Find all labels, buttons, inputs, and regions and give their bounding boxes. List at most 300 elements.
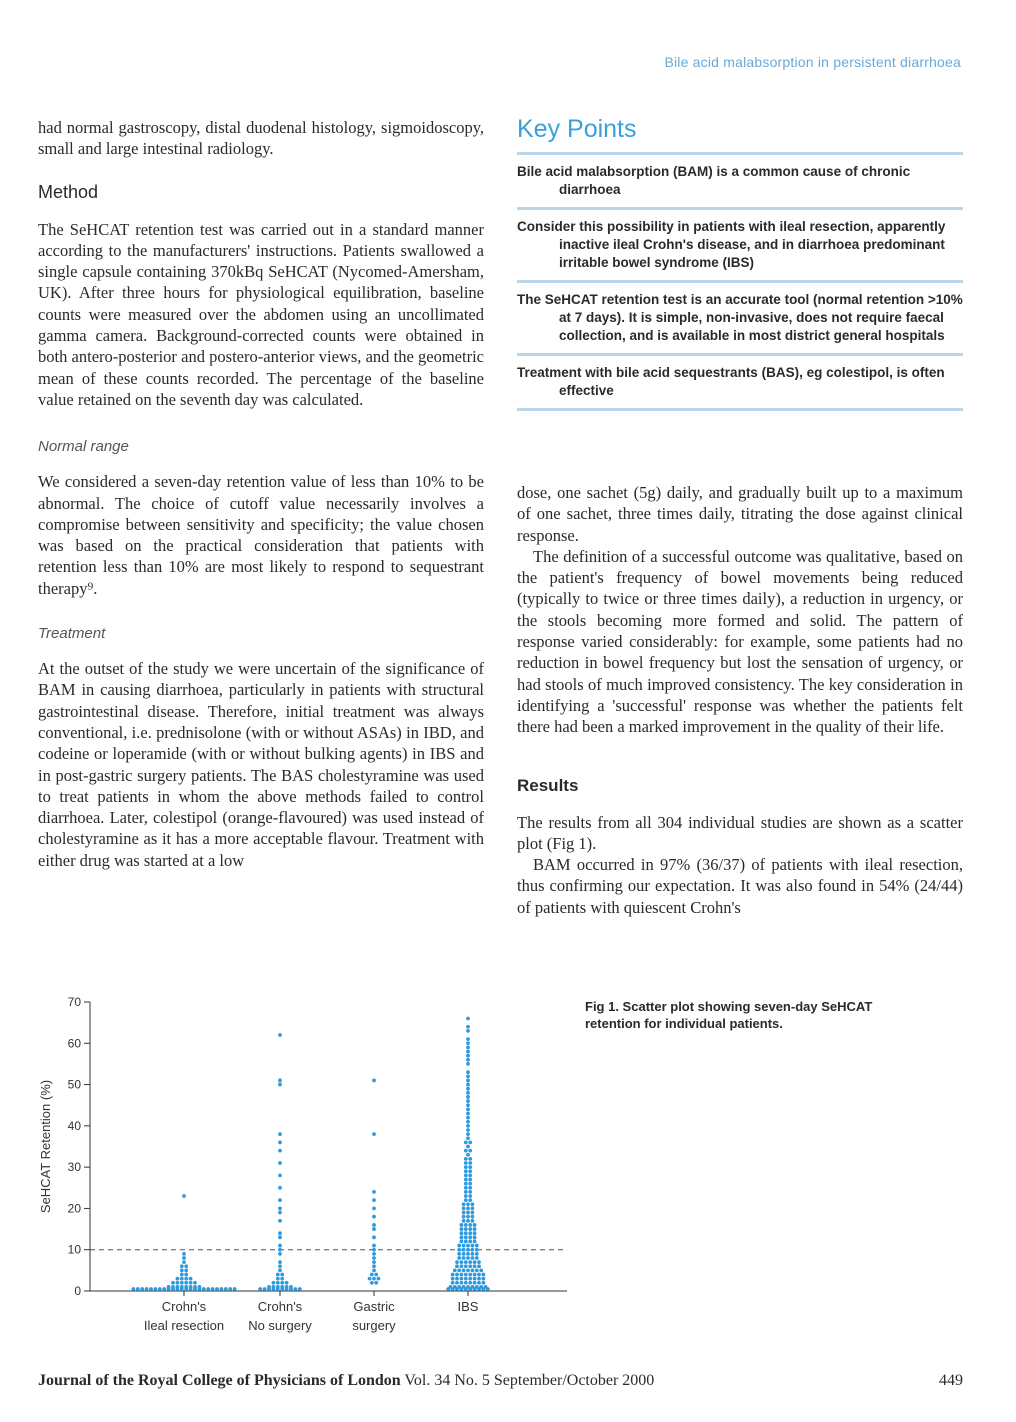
data-point [464,1240,468,1244]
data-point [464,1190,468,1194]
data-point [466,1211,470,1215]
data-point [479,1285,483,1289]
data-point [468,1223,472,1227]
data-point [372,1277,376,1281]
data-point [451,1281,455,1285]
data-point [280,1285,284,1289]
key-point-2: Consider this possibility in patients with ileal resection, apparently inactive ileal Crohn's disease, and in diarrhoea predominant irritable bowel syndrome (IBS) [517,210,963,283]
data-point [462,1256,466,1260]
y-tick-label: 20 [67,1201,81,1216]
data-point [466,1202,470,1206]
x-category-label: Gastric [353,1299,395,1314]
data-point [466,1248,470,1252]
dose-paragraph: dose, one sachet (5g) daily, and gradually built up to a maximum of one sachet, three times daily, titrating the dose against clinical response. [517,483,963,545]
data-point [278,1248,282,1252]
data-point [278,1268,282,1272]
method-heading: Method [38,181,99,202]
data-point [278,1219,282,1223]
data-point [285,1281,289,1285]
key-points-box [517,115,963,411]
data-point [466,1046,470,1050]
data-point [477,1260,481,1264]
data-point [471,1211,475,1215]
data-point [184,1277,188,1281]
data-point [466,1062,470,1066]
data-point [258,1287,262,1291]
data-point [460,1227,464,1231]
data-point [215,1287,219,1291]
data-point [455,1264,459,1268]
method-paragraph: The SeHCAT retention test was carried out in a standard manner according to the manufacturers' instructions. Patients swallowed a single capsule containing 370kBq SeHCAT (Nycomed-Amersham, UK). After three hours for physiological equilibration, baseline counts were measured over the abdomen using an uncollimated gamma camera. Background-corrected counts were obtained in both antero-posterior and postero-anterior views, and the geometric mean of these counts recorded. The percentage of the baseline value retained on the seventh day was calculated. [38,219,484,409]
data-point [278,1140,282,1144]
data-point [464,1157,468,1161]
data-point [466,1215,470,1219]
data-point [184,1268,188,1272]
data-point [466,1120,470,1124]
data-point [278,1161,282,1165]
data-point [462,1248,466,1252]
data-point [468,1190,472,1194]
data-point [471,1285,475,1289]
data-point [475,1244,479,1248]
data-point [464,1194,468,1198]
data-point [460,1231,464,1235]
data-point [462,1215,466,1219]
figure-caption: Fig 1. Scatter plot showing seven-day SeHCAT retention for individual patients. [585,999,873,1031]
data-point [468,1186,472,1190]
data-point [464,1149,468,1153]
data-point [220,1287,224,1291]
data-point [464,1264,468,1268]
data-point [372,1223,376,1227]
journal-name: Journal of the Royal College of Physicians of London [38,1372,401,1389]
data-point [374,1281,378,1285]
data-point [464,1186,468,1190]
data-point [294,1287,298,1291]
data-point [457,1285,461,1289]
results-heading: Results [517,775,579,795]
data-point [466,1112,470,1116]
data-point [468,1264,472,1268]
data-point [473,1273,477,1277]
data-point [276,1285,280,1289]
data-point [180,1277,184,1281]
data-point [468,1260,472,1264]
data-point [460,1235,464,1239]
data-point [372,1235,376,1239]
data-point [455,1281,459,1285]
data-point [180,1273,184,1277]
data-point [462,1219,466,1223]
treatment-heading: Treatment [38,625,106,643]
data-point [466,1058,470,1062]
data-point [477,1277,481,1281]
data-point [278,1231,282,1235]
data-point [464,1174,468,1178]
data-point [468,1277,472,1281]
data-point [449,1285,453,1289]
data-point [460,1223,464,1227]
data-point [372,1198,376,1202]
data-point [466,1207,470,1211]
data-point [278,1186,282,1190]
data-point [372,1079,376,1083]
data-point [468,1169,472,1173]
key-point-3: The SeHCAT retention test is an accurate tool (normal retention >10% at 7 days). It is simple, non-invasive, does not require faecal collection, and is available in most district general hospitals [517,283,963,356]
data-point [468,1227,472,1231]
data-point [462,1202,466,1206]
data-point [473,1264,477,1268]
data-point [189,1285,193,1289]
data-point [372,1244,376,1248]
data-point [466,1099,470,1103]
data-point [451,1277,455,1281]
data-point [468,1178,472,1182]
data-point [462,1268,466,1272]
data-point [462,1211,466,1215]
x-category-label: Crohn's [257,1299,303,1314]
data-point [464,1223,468,1227]
data-point [466,1103,470,1107]
data-point [372,1268,376,1272]
data-point [278,1079,282,1083]
data-point [466,1128,470,1132]
data-point [466,1025,470,1029]
y-tick-label: 40 [67,1118,81,1133]
data-point [457,1268,461,1272]
data-point [272,1281,276,1285]
data-point [460,1281,464,1285]
data-point [473,1281,477,1285]
data-point [471,1202,475,1206]
data-point [233,1287,237,1291]
data-point [184,1285,188,1289]
data-point [184,1264,188,1268]
data-point [171,1281,175,1285]
data-point [278,1264,282,1268]
data-point [466,1095,470,1099]
data-point [479,1268,483,1272]
data-point [473,1260,477,1264]
data-point [475,1285,479,1289]
data-point [466,1029,470,1033]
data-point [280,1281,284,1285]
data-point [468,1182,472,1186]
data-point [475,1268,479,1272]
data-point [180,1264,184,1268]
data-point [473,1277,477,1281]
data-point [464,1277,468,1281]
x-category-label: Ileal resection [143,1318,225,1333]
data-point [460,1264,464,1268]
key-point-4: Treatment with bile acid sequestrants (BAS), eg colestipol, is often effective [517,356,963,411]
data-point [189,1277,193,1281]
data-point [457,1248,461,1252]
data-point [466,1244,470,1248]
data-point [462,1252,466,1256]
data-point [278,1244,282,1248]
data-point [466,1136,470,1140]
data-point [278,1174,282,1178]
data-point [278,1033,282,1037]
treatment-paragraph: At the outset of the study we were uncertain of the significance of BAM in causing diarrhoea, particularly in patients with structural gastrointestinal disease. Therefore, initial treatment was always conventional, i.e. prednisolone (with or without ASAs) in IBD, and codeine or loperamide (with or without bulking agents) in IBS and in post-gastric surgery patients. The BAS cholestyramine was used to treat patients in whom the above methods failed to control diarrhoea. Later, colestipol (orange-flavoured) was used instead of cholestyramine as it has a more acceptable flavour. Treatment with either drug was started at a low [38,659,484,870]
data-point [372,1264,376,1268]
data-point [278,1083,282,1087]
key-points-title: Key Points [517,115,637,143]
data-point [370,1281,374,1285]
normal-range-heading: Normal range [38,438,129,456]
data-point [477,1273,481,1277]
data-point [372,1190,376,1194]
data-point [140,1287,144,1291]
data-point [464,1182,468,1186]
data-point [468,1165,472,1169]
data-point [466,1017,470,1021]
data-point [457,1256,461,1260]
data-point [473,1223,477,1227]
data-point [466,1285,470,1289]
data-point [280,1273,284,1277]
data-point [468,1140,472,1144]
x-category-label: IBS [457,1299,479,1314]
data-point [462,1244,466,1248]
x-category-label: Crohn's [161,1299,207,1314]
data-point [278,1235,282,1239]
data-point [372,1252,376,1256]
data-point [278,1198,282,1202]
data-point [451,1273,455,1277]
data-point [453,1268,457,1272]
data-point [206,1287,210,1291]
data-point [372,1132,376,1136]
data-point [468,1174,472,1178]
data-point [464,1235,468,1239]
data-point [471,1244,475,1248]
data-point [466,1145,470,1149]
data-point [457,1244,461,1248]
data-point [471,1268,475,1272]
data-point [372,1248,376,1252]
data-point [176,1285,180,1289]
data-point [466,1074,470,1078]
results-paragraph-1: The results from all 304 individual studies are shown as a scatter plot (Fig 1). [517,812,963,853]
data-point [464,1165,468,1169]
data-point [278,1132,282,1136]
data-point [468,1157,472,1161]
data-point [466,1054,470,1058]
data-point [471,1219,475,1223]
data-point [464,1198,468,1202]
data-point [464,1227,468,1231]
data-point [202,1287,206,1291]
data-point [289,1285,293,1289]
data-point [473,1227,477,1231]
data-point [145,1287,149,1291]
data-point [278,1149,282,1153]
key-point-1: Bile acid malabsorption (BAM) is a common cause of chronic diarrhoea [517,155,963,210]
data-point [184,1281,188,1285]
data-point [285,1285,289,1289]
data-point [280,1277,284,1281]
data-point [468,1235,472,1239]
data-point [466,1132,470,1136]
data-point [466,1087,470,1091]
data-point [368,1277,372,1281]
data-point [176,1277,180,1281]
y-tick-label: 70 [67,995,81,1009]
data-point [466,1070,470,1074]
data-point [276,1277,280,1281]
data-point [466,1037,470,1041]
y-tick-label: 30 [67,1160,81,1175]
data-point [468,1231,472,1235]
data-point [162,1287,166,1291]
data-point [180,1285,184,1289]
data-point [473,1231,477,1235]
y-tick-label: 50 [67,1077,81,1092]
data-point [372,1227,376,1231]
page-footer [38,1372,963,1390]
scatter-plot [22,988,582,1348]
data-point [466,1079,470,1083]
data-point [193,1285,197,1289]
y-axis-label: SeHCAT Retention (%) [38,1079,53,1214]
data-point [158,1287,162,1291]
data-point [372,1256,376,1260]
data-point [464,1281,468,1285]
data-point [466,1041,470,1045]
data-point [453,1285,457,1289]
results-paragraph-2: BAM occurred in 97% (36/37) of patients with ileal resection, thus confirming our expectation. It was also found in 54% (24/44) of patients with quiescent Crohn's [517,855,963,917]
data-point [477,1264,481,1268]
x-category-label: No surgery [248,1318,312,1333]
data-point [176,1281,180,1285]
data-point [460,1260,464,1264]
data-point [482,1277,486,1281]
data-point [462,1285,466,1289]
data-point [455,1273,459,1277]
data-point [182,1256,186,1260]
data-point [455,1260,459,1264]
data-point [473,1235,477,1239]
data-point [374,1273,378,1277]
data-point [471,1207,475,1211]
data-point [466,1083,470,1087]
journal-issue: Vol. 34 No. 5 September/October 2000 [404,1372,655,1389]
x-category-label: surgery [352,1318,396,1333]
data-point [263,1287,267,1291]
data-point [182,1260,186,1264]
data-point [182,1252,186,1256]
data-point [464,1178,468,1182]
data-point [460,1273,464,1277]
data-point [211,1287,215,1291]
intro-paragraph: had normal gastroscopy, distal duodenal histology, sigmoidoscopy, small and large intestinal radiology. [38,118,484,159]
left-column [38,117,484,871]
data-point [468,1273,472,1277]
normal-range-paragraph: We considered a seven-day retention value of less than 10% to be abnormal. The choice of cutoff value necessarily involves a compromise between sensitivity and specificity; the value chosen was based on the practical consideration that patients with retention less than 10% are most likely to respond to sequestrant therapy⁹. [38,472,484,598]
data-point [482,1273,486,1277]
data-point [182,1194,186,1198]
data-point [468,1281,472,1285]
data-point [457,1252,461,1256]
data-point [471,1256,475,1260]
data-point [276,1281,280,1285]
data-point [276,1273,280,1277]
data-point [224,1287,228,1291]
data-point [228,1287,232,1291]
data-point [466,1153,470,1157]
data-point [473,1240,477,1244]
data-point [377,1277,381,1281]
data-point [482,1281,486,1285]
data-point [468,1161,472,1165]
data-point [372,1215,376,1219]
data-point [475,1256,479,1260]
data-point [154,1287,158,1291]
data-point [184,1273,188,1277]
data-point [471,1252,475,1256]
data-point [464,1161,468,1165]
data-point [171,1285,175,1289]
data-point [189,1281,193,1285]
data-point [462,1207,466,1211]
data-point [475,1252,479,1256]
data-point [464,1273,468,1277]
outcome-paragraph: The definition of a successful outcome was qualitative, based on the patient's frequency of bowel movements being reduced (typically to twice or three times daily), a reduction in urgency, or the stools becoming more formed and solid. The pattern of response varied considerably: for example, some patients had no reduction in bowel frequency but lost the sensation of urgency, or had stools of much improved consistency. The key consideration in identifying a 'successful' response was whether the patients felt there had been a marked improvement in the quality of their life. [517,546,963,737]
data-point [132,1287,136,1291]
data-point [466,1124,470,1128]
data-point [167,1285,171,1289]
running-head: Bile acid malabsorption in persistent diarrhoea [664,54,961,70]
data-point [464,1169,468,1173]
data-point [372,1207,376,1211]
data-point [460,1240,464,1244]
data-point [484,1285,488,1289]
data-point [468,1194,472,1198]
data-point [464,1140,468,1144]
data-point [278,1252,282,1256]
data-point [278,1211,282,1215]
data-point [272,1285,276,1289]
data-point [372,1260,376,1264]
data-point [468,1149,472,1153]
data-point [466,1050,470,1054]
data-point [370,1273,374,1277]
data-point [460,1277,464,1281]
data-point [149,1287,153,1291]
data-point [477,1281,481,1285]
page-number: 449 [939,1372,963,1389]
data-point [475,1248,479,1252]
data-point [180,1281,184,1285]
y-tick-label: 60 [67,1036,81,1051]
data-point [278,1260,282,1264]
data-point [180,1268,184,1272]
data-point [455,1277,459,1281]
data-point [278,1207,282,1211]
data-point [198,1285,202,1289]
y-tick-label: 0 [74,1284,81,1298]
data-point [466,1268,470,1272]
data-point [136,1287,140,1291]
data-point [466,1256,470,1260]
data-point [466,1252,470,1256]
data-point [466,1091,470,1095]
data-point [471,1215,475,1219]
data-point [466,1219,470,1223]
data-point [193,1281,197,1285]
